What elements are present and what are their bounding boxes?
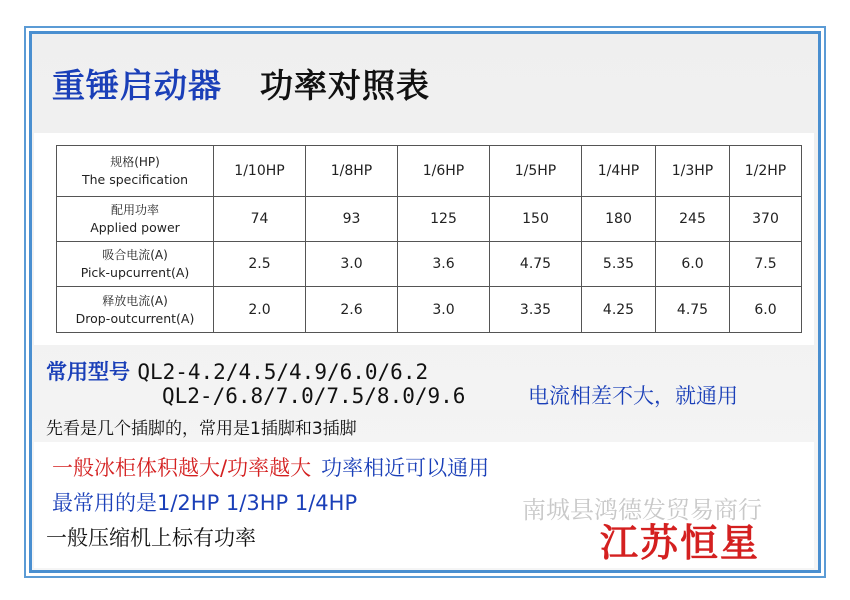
table-cell: 2.0 — [214, 287, 306, 333]
table-cell: 93 — [306, 197, 398, 242]
power-table — [56, 145, 802, 333]
table-cell: 3.6 — [398, 242, 490, 287]
table-cell: 3.0 — [306, 242, 398, 287]
current-note: 电流相差不大，就通用 — [528, 384, 738, 408]
table-cell: 74 — [214, 197, 306, 242]
table-cell: 5.35 — [582, 242, 656, 287]
page-title: 重锤启动器 — [52, 66, 222, 105]
table-row — [57, 197, 802, 242]
table-cell: 125 — [398, 197, 490, 242]
watermark: 南城县鸿德发贸易商行 — [522, 496, 762, 524]
power-note: 功率相近可以通用 — [321, 456, 490, 480]
table-cell: 4.75 — [656, 287, 730, 333]
table-cell: 4.25 — [582, 287, 656, 333]
common-models-label: 常用型号 — [46, 360, 130, 384]
col-header: 1/6HP — [398, 146, 490, 197]
table-row — [57, 242, 802, 287]
table-header-row — [57, 146, 802, 197]
table-cell: 7.5 — [730, 242, 802, 287]
spec-header-cell: 规格(HP) The specification — [57, 146, 214, 197]
table-row — [57, 287, 802, 333]
col-header: 1/2HP — [730, 146, 802, 197]
freezer-line — [52, 452, 489, 482]
table-cell: 150 — [490, 197, 582, 242]
compressor-note: 一般压缩机上标有功率 — [46, 526, 256, 550]
table-cell: 3.35 — [490, 287, 582, 333]
row-header-cell: 释放电流(A) Drop-outcurrent(A) — [57, 287, 214, 333]
brand-stamp: 江苏恒星 — [600, 521, 761, 565]
table-cell: 6.0 — [730, 287, 802, 333]
col-header: 1/3HP — [656, 146, 730, 197]
col-header: 1/8HP — [306, 146, 398, 197]
model-list-2: QL2-/6.8/7.0/7.5/8.0/9.6 — [162, 384, 466, 408]
col-header: 1/10HP — [214, 146, 306, 197]
row-header-cell: 配用功率 Applied power — [57, 197, 214, 242]
table-cell: 180 — [582, 197, 656, 242]
col-header: 1/4HP — [582, 146, 656, 197]
table-cell: 3.0 — [398, 287, 490, 333]
most-common-note: 最常用的是1/2HP 1/3HP 1/4HP — [52, 491, 358, 515]
table-cell: 2.6 — [306, 287, 398, 333]
table-cell: 370 — [730, 197, 802, 242]
freezer-note: 一般冰柜体积越大/功率越大 — [52, 456, 312, 480]
model-list-1: QL2-4.2/4.5/4.9/6.0/6.2 — [137, 360, 429, 384]
row-header-cell: 吸合电流(A) Pick-upcurrent(A) — [57, 242, 214, 287]
table-cell: 2.5 — [214, 242, 306, 287]
page-subtitle: 功率对照表 — [260, 66, 430, 105]
table-cell: 4.75 — [490, 242, 582, 287]
table-cell: 245 — [656, 197, 730, 242]
col-header: 1/5HP — [490, 146, 582, 197]
pins-note: 先看是几个插脚的，常用是1插脚和3插脚 — [46, 419, 357, 439]
common-models-line — [46, 356, 428, 386]
table-cell: 6.0 — [656, 242, 730, 287]
